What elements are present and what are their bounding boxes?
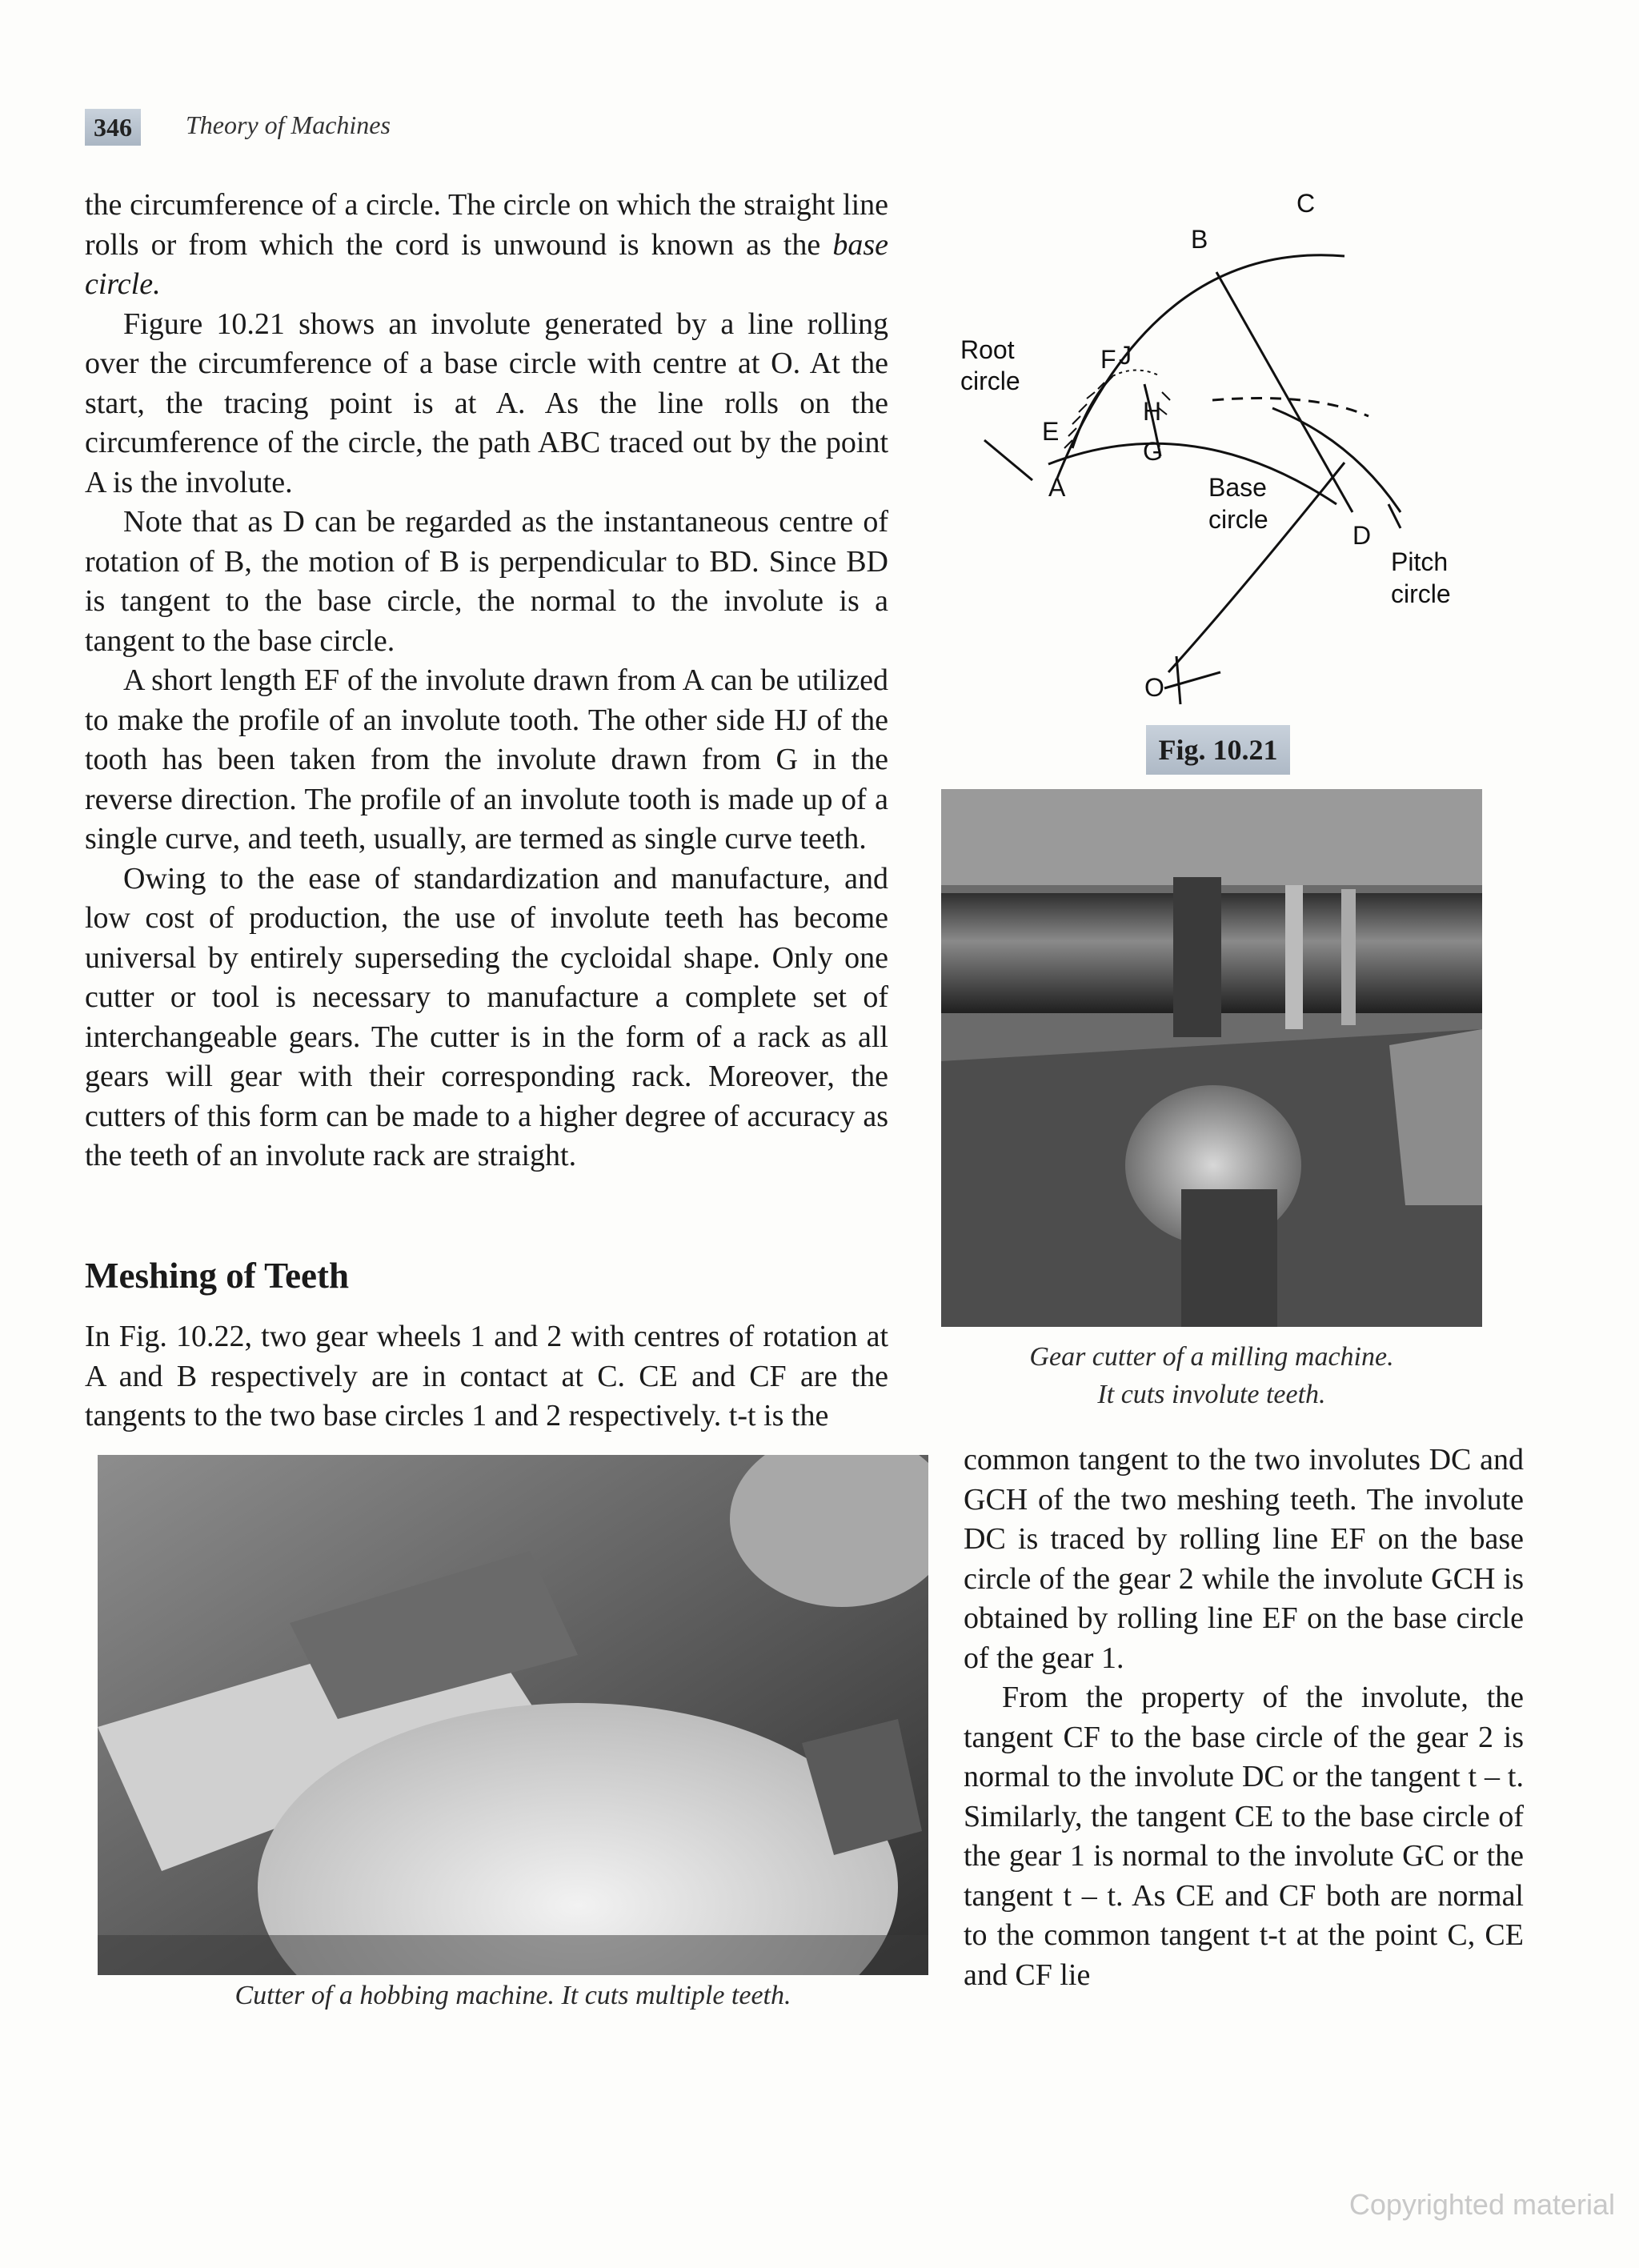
hobbing-machine-photo: [98, 1455, 928, 1975]
milling-photo-illustration: [941, 789, 1482, 1327]
root-pointer: [984, 440, 1032, 480]
milling-caption: Gear cutter of a milling machine. It cuts involute teeth.: [1029, 1342, 1394, 1409]
tooth-profile-ef: [1072, 376, 1112, 448]
pitch-circle-label: circle: [1391, 579, 1451, 608]
root-arc: [1048, 443, 1336, 504]
page-number: 346: [85, 109, 141, 146]
point-g-label: G: [1143, 437, 1163, 466]
paragraph: Note that as D can be regarded as the instantaneous centre of rotation of B, the motion of B is perpendicular to BD. Since BD is tangent to the base circle, the normal to the involute is a tangent to the base circle.: [85, 505, 888, 658]
hobbing-photo-illustration: [98, 1455, 928, 1975]
root-circle-label: Root: [960, 335, 1015, 364]
centre-cross: [1164, 672, 1220, 688]
figure-label: Fig. 10.21: [1146, 725, 1290, 775]
paragraph: From the property of the involute, the tangent CF to the base circle of the gear 2 is normal to the involute DC or the tangent t – t. Similarly, the tangent CE to the base circle of the gear 1 is normal to the involute GC or the tangent t – t. As CE and CF both are normal to the common tangent t-t at the point C, CE and CF lie: [964, 1681, 1524, 1992]
point-j-label: J: [1119, 341, 1132, 370]
right-column-text: [964, 1441, 1524, 1995]
involute-diagram: [952, 176, 1513, 720]
tooth-top: [1112, 371, 1160, 377]
section-intro: In Fig. 10.22, two gear wheels 1 and 2 with centres of rotation at A and B respectively are in contact at C. CE and CF are the tangents to the two base circles 1 and 2 respectively. t-t is the: [85, 1320, 888, 1433]
running-title: Theory of Machines: [186, 110, 391, 139]
paragraph: the circumference of a circle. The circle on which the straight line rolls or from which the cord is unwound is known as the base circle.: [85, 188, 888, 301]
term-base-circle: base circle.: [85, 227, 888, 301]
base-circle-label: circle: [1208, 505, 1268, 534]
pitch-circle-arc: [1272, 408, 1401, 512]
point-e-label: E: [1042, 417, 1060, 446]
paragraph: A short length EF of the involute drawn from A can be utilized to make the profile of an involute tooth. The other side HJ of the tooth has been taken from the involute drawn from G in the reverse direction. The profile of an involute tooth is made up of a single curve, and teeth, usually, are termed as single curve teeth.: [85, 663, 888, 856]
point-h-label: H: [1143, 397, 1162, 426]
copyright-watermark: Copyrighted material: [1348, 2188, 1615, 2221]
milling-machine-photo: [941, 789, 1482, 1327]
point-d-label: D: [1352, 521, 1372, 550]
hobbing-caption: Cutter of a hobbing machine. It cuts multiple teeth.: [234, 1981, 791, 2010]
root-circle-label: circle: [960, 367, 1020, 395]
point-o-label: O: [1144, 673, 1164, 702]
paragraph: Owing to the ease of standardization and manufacture, and low cost of production, the use of involute teeth has become universal by entirely superseding the cycloidal shape. Only one cutter or tool is necessary to manufacture a complete set of interchangeable gears. The cutter is in the form of a rack as all gears will gear with their corresponding rack. Moreover, the cutters of this form can be made to a higher degree of accuracy as the teeth of an involute rack are straight.: [85, 861, 888, 1172]
point-f-label: F: [1100, 345, 1116, 374]
point-b-label: B: [1191, 225, 1208, 254]
pitch-circle-label: Pitch: [1391, 547, 1449, 576]
base-circle-label: Base: [1208, 473, 1267, 502]
section-heading: Meshing of Teeth: [85, 1256, 350, 1296]
paragraph: common tangent to the two involutes DC and GCH of the two meshing teeth. The involute DC is traced by rolling line EF on the base circle of the gear 2 while the involute GCH is obtained by rolling line EF on the base circle of the gear 1.: [964, 1443, 1524, 1675]
left-column-text: [85, 186, 888, 1176]
point-a-label: A: [1048, 473, 1066, 502]
point-c-label: C: [1296, 189, 1316, 218]
centre-cross: [1176, 656, 1180, 704]
paragraph: Figure 10.21 shows an involute generated by a line rolling over the circumference of a base circle with centre at O. At the start, the tracing point is at A. As the line rolls on the circumference of the circle, the path ABC traced out by the point A is the involute.: [85, 307, 888, 499]
